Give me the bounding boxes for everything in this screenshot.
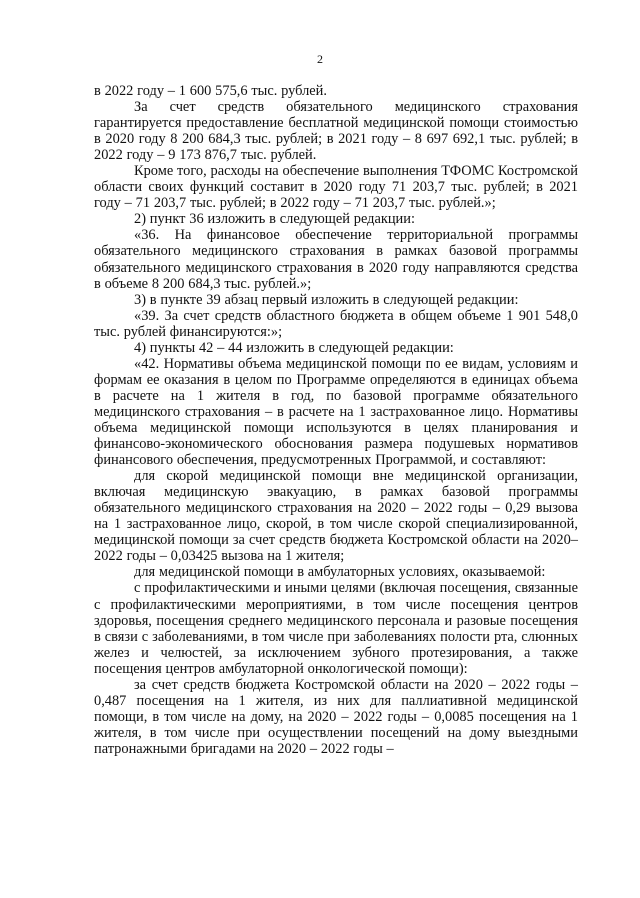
paragraph-1: в 2022 году – 1 600 575,6 тыс. рублей. (94, 83, 327, 99)
paragraph-10: для скорой медицинской помощи вне медицинской организации, включая медицинскую эвакуацию, в рамках базовой программы обязательного медицинского страхования на 2020 – 2022 годы – 0,29 вызова на 1 застрахованное лицо, скорой, в том числе скорой специализированной, медицинской помощи за счет средств бюджета Костромской области на 2020– 2022 годы – 0,03425 вызова на 1 жителя; (94, 468, 578, 565)
paragraph-13: за счет средств бюджета Костромской области на 2020 – 2022 годы – 0,487 посещения на 1 жителя, из них для паллиативной медицинской помощи, в том числе на дому, на 2020 – 2022 годы – 0,0085 посещения на 1 жителя, в том числе при осуществлении посещений на дому выездными патронажными бригадами на 2020 – 2022 годы – (94, 676, 578, 757)
paragraph-8: 4) пункты 42 – 44 изложить в следующей редакции: (134, 339, 454, 356)
paragraph-12: с профилактическими и иными целями (включая посещения, связанные с профилактическими мероприятиями, в том числе посещения центров здоровья, посещения среднего медицинского персонала и разовые посещения в связи с заболеваниями, в том числе при заболеваниях полости рта, слюнных желез и челюстей, за исключением зубного протезирования, а также посещения центров амбулаторной онкологической помощи): (94, 580, 578, 677)
paragraph-3: Кроме того, расходы на обеспечение выполнения ТФОМС Костромской области своих функций составит в 2020 году 71 203,7 тыс. рублей; в 2021 году – 71 203,7 тыс. рублей; в 2022 году – 71 203,7 тыс. рублей.»; (94, 163, 578, 212)
paragraph-9: «42. Нормативы объема медицинской помощи по ее видам, условиям и формам ее оказания в целом по Программе определяются в единицах объема в расчете на 1 жителя в год, по базовой программе обязательного медицинского страхования – в расчете на 1 застрахованное лицо. Нормативы объема медицинской помощи используются в целях планирования и финансово-экономического обоснования размера подушевых нормативов финансового обеспечения, предусмотренных Программой, и составляют: (94, 355, 578, 469)
page-number: 2 (317, 52, 323, 66)
paragraph-4: 2) пункт 36 изложить в следующей редакции: (134, 211, 415, 228)
paragraph-6: 3) в пункте 39 абзац первый изложить в следующей редакции: (134, 291, 519, 308)
paragraph-5: «36. На финансовое обеспечение территориальной программы обязательного медицинского страхования в рамках базовой программы обязательного медицинского страхования в 2020 году направляются средства в объеме 8 200 684,3 тыс. рублей.»; (94, 227, 578, 292)
paragraph-11: для медицинской помощи в амбулаторных условиях, оказываемой: (134, 564, 546, 581)
paragraph-7: «39. За счет средств областного бюджета в общем объеме 1 901 548,0 тыс. рублей финансируются:»; (94, 307, 578, 340)
paragraph-2: За счет средств обязательного медицинского страхования гарантируется предоставление бесплатной медицинской помощи стоимостью в 2020 году 8 200 684,3 тыс. рублей; в 2021 году – 8 697 692,1 тыс. рублей; в 2022 году – 9 173 876,7 тыс. рублей. (94, 99, 578, 164)
document-body (94, 83, 578, 757)
